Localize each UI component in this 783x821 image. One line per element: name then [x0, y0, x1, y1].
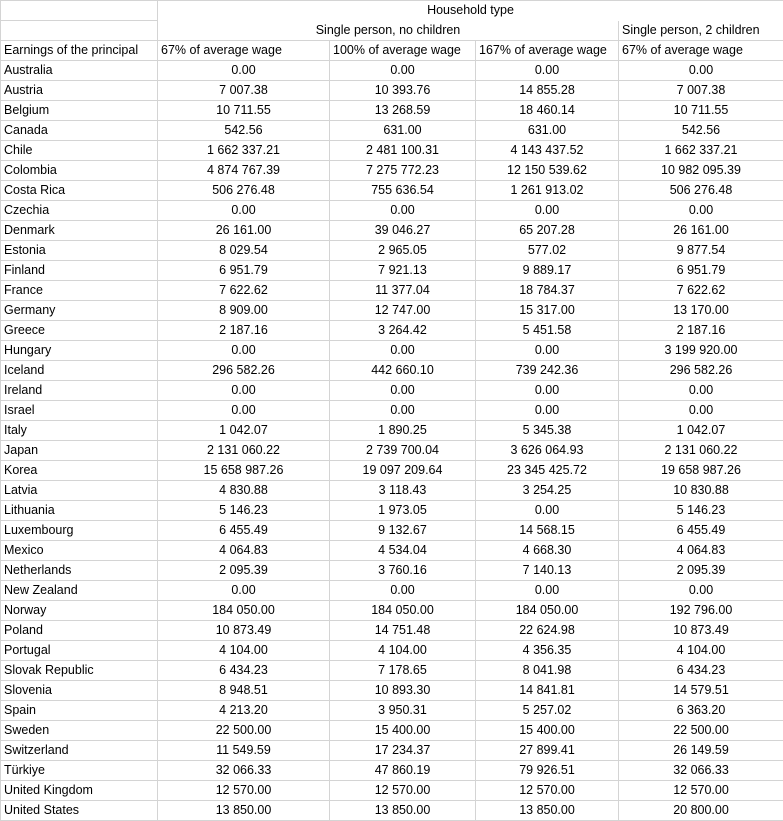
value-cell[interactable]: 3 950.31 — [330, 701, 476, 721]
table-row — [1, 601, 783, 621]
value-cell[interactable]: 0.00 — [476, 501, 619, 521]
value-cell[interactable]: 10 893.30 — [330, 681, 476, 701]
value-cell[interactable]: 0.00 — [476, 201, 619, 221]
value-cell[interactable]: 2 965.05 — [330, 241, 476, 261]
value-cell[interactable]: 6 951.79 — [619, 261, 783, 281]
country-cell[interactable]: Norway — [1, 601, 158, 621]
value-cell[interactable]: 5 451.58 — [476, 321, 619, 341]
value-cell[interactable]: 0.00 — [476, 341, 619, 361]
value-cell[interactable]: 631.00 — [330, 121, 476, 141]
country-cell[interactable]: Ireland — [1, 381, 158, 401]
column-header-167[interactable]: 167% of average wage — [476, 41, 619, 61]
value-cell[interactable]: 79 926.51 — [476, 761, 619, 781]
value-cell[interactable]: 4 104.00 — [330, 641, 476, 661]
value-cell[interactable]: 11 549.59 — [158, 741, 330, 761]
row-header-label[interactable]: Earnings of the principal — [1, 41, 158, 61]
value-cell[interactable]: 0.00 — [476, 401, 619, 421]
value-cell[interactable]: 11 377.04 — [330, 281, 476, 301]
value-cell[interactable]: 5 257.02 — [476, 701, 619, 721]
value-cell[interactable]: 15 400.00 — [330, 721, 476, 741]
value-cell[interactable]: 6 434.23 — [619, 661, 783, 681]
value-cell[interactable]: 39 046.27 — [330, 221, 476, 241]
value-cell[interactable]: 5 146.23 — [619, 501, 783, 521]
value-cell[interactable]: 4 356.35 — [476, 641, 619, 661]
value-cell[interactable]: 14 841.81 — [476, 681, 619, 701]
table-row — [1, 281, 783, 301]
country-cell[interactable]: Netherlands — [1, 561, 158, 581]
table-row — [1, 121, 783, 141]
value-cell[interactable]: 4 064.83 — [619, 541, 783, 561]
value-cell[interactable]: 18 784.37 — [476, 281, 619, 301]
value-cell[interactable]: 1 662 337.21 — [158, 141, 330, 161]
value-cell[interactable]: 3 118.43 — [330, 481, 476, 501]
country-cell[interactable]: Colombia — [1, 161, 158, 181]
value-cell[interactable]: 27 899.41 — [476, 741, 619, 761]
value-cell[interactable]: 6 363.20 — [619, 701, 783, 721]
value-cell[interactable]: 17 234.37 — [330, 741, 476, 761]
value-cell[interactable]: 1 261 913.02 — [476, 181, 619, 201]
value-cell[interactable]: 7 140.13 — [476, 561, 619, 581]
value-cell[interactable]: 2 187.16 — [619, 321, 783, 341]
value-cell[interactable]: 7 622.62 — [158, 281, 330, 301]
value-cell[interactable]: 10 393.76 — [330, 81, 476, 101]
table-row — [1, 181, 783, 201]
table-body — [1, 1, 783, 821]
value-cell[interactable]: 755 636.54 — [330, 181, 476, 201]
table-row — [1, 301, 783, 321]
table-row — [1, 421, 783, 441]
value-cell[interactable]: 0.00 — [619, 381, 783, 401]
value-cell[interactable]: 0.00 — [476, 381, 619, 401]
table-row — [1, 741, 783, 761]
value-cell[interactable]: 3 264.42 — [330, 321, 476, 341]
value-cell[interactable]: 14 751.48 — [330, 621, 476, 641]
table-row — [1, 641, 783, 661]
value-cell[interactable]: 7 921.13 — [330, 261, 476, 281]
country-cell[interactable]: United Kingdom — [1, 781, 158, 801]
value-cell[interactable]: 442 660.10 — [330, 361, 476, 381]
value-cell[interactable]: 22 624.98 — [476, 621, 619, 641]
value-cell[interactable]: 8 041.98 — [476, 661, 619, 681]
value-cell[interactable]: 13 850.00 — [476, 801, 619, 821]
country-cell[interactable]: Spain — [1, 701, 158, 721]
value-cell[interactable]: 22 500.00 — [619, 721, 783, 741]
table-row — [1, 101, 783, 121]
value-cell[interactable]: 7 622.62 — [619, 281, 783, 301]
country-cell[interactable]: Costa Rica — [1, 181, 158, 201]
table-row — [1, 261, 783, 281]
value-cell[interactable]: 0.00 — [330, 341, 476, 361]
table-row — [1, 401, 783, 421]
value-cell[interactable]: 4 213.20 — [158, 701, 330, 721]
value-cell[interactable]: 0.00 — [476, 61, 619, 81]
country-cell[interactable]: Canada — [1, 121, 158, 141]
table-row — [1, 141, 783, 161]
value-cell[interactable]: 12 747.00 — [330, 301, 476, 321]
table-row — [1, 321, 783, 341]
table-row — [1, 61, 783, 81]
value-cell[interactable]: 0.00 — [158, 581, 330, 601]
value-cell[interactable]: 12 570.00 — [476, 781, 619, 801]
value-cell[interactable]: 192 796.00 — [619, 601, 783, 621]
country-cell[interactable]: New Zealand — [1, 581, 158, 601]
column-header-67-two-children[interactable]: 67% of average wage — [619, 41, 783, 61]
country-cell[interactable]: Korea — [1, 461, 158, 481]
table-row — [1, 701, 783, 721]
value-cell[interactable]: 10 711.55 — [158, 101, 330, 121]
country-cell[interactable]: Germany — [1, 301, 158, 321]
value-cell[interactable]: 12 150 539.62 — [476, 161, 619, 181]
household-type-header[interactable]: Household type — [158, 1, 783, 21]
country-cell[interactable]: Chile — [1, 141, 158, 161]
value-cell[interactable]: 0.00 — [476, 581, 619, 601]
table-row — [1, 361, 783, 381]
value-cell[interactable]: 2 131 060.22 — [619, 441, 783, 461]
country-cell[interactable]: Latvia — [1, 481, 158, 501]
value-cell[interactable]: 13 850.00 — [330, 801, 476, 821]
value-cell[interactable]: 739 242.36 — [476, 361, 619, 381]
country-cell[interactable]: Japan — [1, 441, 158, 461]
value-cell[interactable]: 296 582.26 — [619, 361, 783, 381]
value-cell[interactable]: 4 143 437.52 — [476, 141, 619, 161]
country-cell[interactable]: Hungary — [1, 341, 158, 361]
value-cell[interactable]: 6 951.79 — [158, 261, 330, 281]
value-cell[interactable]: 4 534.04 — [330, 541, 476, 561]
value-cell[interactable]: 14 579.51 — [619, 681, 783, 701]
value-cell[interactable]: 4 830.88 — [158, 481, 330, 501]
country-cell[interactable]: Italy — [1, 421, 158, 441]
value-cell[interactable]: 542.56 — [158, 121, 330, 141]
country-cell[interactable]: Denmark — [1, 221, 158, 241]
value-cell[interactable]: 2 095.39 — [619, 561, 783, 581]
value-cell[interactable]: 0.00 — [619, 61, 783, 81]
value-cell[interactable]: 577.02 — [476, 241, 619, 261]
value-cell[interactable]: 9 132.67 — [330, 521, 476, 541]
value-cell[interactable]: 2 739 700.04 — [330, 441, 476, 461]
country-cell[interactable]: Israel — [1, 401, 158, 421]
country-cell[interactable]: Luxembourg — [1, 521, 158, 541]
value-cell[interactable]: 506 276.48 — [158, 181, 330, 201]
country-cell[interactable]: Switzerland — [1, 741, 158, 761]
value-cell[interactable]: 506 276.48 — [619, 181, 783, 201]
value-cell[interactable]: 65 207.28 — [476, 221, 619, 241]
value-cell[interactable]: 32 066.33 — [619, 761, 783, 781]
value-cell[interactable]: 184 050.00 — [330, 601, 476, 621]
country-cell[interactable]: Estonia — [1, 241, 158, 261]
table-row — [1, 581, 783, 601]
country-cell[interactable]: Slovak Republic — [1, 661, 158, 681]
value-cell[interactable]: 0.00 — [330, 401, 476, 421]
empty-cell[interactable] — [1, 1, 158, 21]
value-cell[interactable]: 6 455.49 — [158, 521, 330, 541]
value-cell[interactable]: 12 570.00 — [330, 781, 476, 801]
table-row — [1, 441, 783, 461]
table-row — [1, 241, 783, 261]
value-cell[interactable]: 10 830.88 — [619, 481, 783, 501]
country-cell[interactable]: Poland — [1, 621, 158, 641]
table-row — [1, 501, 783, 521]
table-row — [1, 761, 783, 781]
value-cell[interactable]: 4 104.00 — [619, 641, 783, 661]
group-header-single-no-children[interactable]: Single person, no children — [158, 21, 619, 41]
value-cell[interactable]: 0.00 — [619, 581, 783, 601]
value-cell[interactable]: 0.00 — [619, 401, 783, 421]
value-cell[interactable]: 3 254.25 — [476, 481, 619, 501]
value-cell[interactable]: 1 662 337.21 — [619, 141, 783, 161]
value-cell[interactable]: 9 877.54 — [619, 241, 783, 261]
value-cell[interactable]: 7 178.65 — [330, 661, 476, 681]
value-cell[interactable]: 296 582.26 — [158, 361, 330, 381]
value-cell[interactable]: 2 481 100.31 — [330, 141, 476, 161]
table-row — [1, 521, 783, 541]
value-cell[interactable]: 7 007.38 — [158, 81, 330, 101]
country-cell[interactable]: Austria — [1, 81, 158, 101]
value-cell[interactable]: 15 658 987.26 — [158, 461, 330, 481]
value-cell[interactable]: 3 760.16 — [330, 561, 476, 581]
value-cell[interactable]: 1 890.25 — [330, 421, 476, 441]
value-cell[interactable]: 8 948.51 — [158, 681, 330, 701]
value-cell[interactable]: 0.00 — [158, 61, 330, 81]
value-cell[interactable]: 18 460.14 — [476, 101, 619, 121]
value-cell[interactable]: 13 850.00 — [158, 801, 330, 821]
value-cell[interactable]: 19 097 209.64 — [330, 461, 476, 481]
value-cell[interactable]: 6 434.23 — [158, 661, 330, 681]
table-row — [1, 481, 783, 501]
header-row-columns — [1, 41, 783, 61]
country-cell[interactable]: Finland — [1, 261, 158, 281]
table-row — [1, 201, 783, 221]
country-cell[interactable]: France — [1, 281, 158, 301]
table-row — [1, 541, 783, 561]
value-cell[interactable]: 0.00 — [158, 401, 330, 421]
group-header-single-2-children[interactable]: Single person, 2 children — [619, 21, 783, 41]
table-row — [1, 81, 783, 101]
value-cell[interactable]: 26 161.00 — [158, 221, 330, 241]
value-cell[interactable]: 1 042.07 — [619, 421, 783, 441]
value-cell[interactable]: 14 855.28 — [476, 81, 619, 101]
table-row — [1, 561, 783, 581]
value-cell[interactable]: 0.00 — [158, 341, 330, 361]
value-cell[interactable]: 22 500.00 — [158, 721, 330, 741]
column-header-67[interactable]: 67% of average wage — [158, 41, 330, 61]
value-cell[interactable]: 184 050.00 — [158, 601, 330, 621]
country-cell[interactable]: Belgium — [1, 101, 158, 121]
table-row — [1, 661, 783, 681]
value-cell[interactable]: 4 104.00 — [158, 641, 330, 661]
value-cell[interactable]: 13 268.59 — [330, 101, 476, 121]
value-cell[interactable]: 184 050.00 — [476, 601, 619, 621]
value-cell[interactable]: 8 029.54 — [158, 241, 330, 261]
value-cell[interactable]: 0.00 — [330, 381, 476, 401]
value-cell[interactable]: 10 982 095.39 — [619, 161, 783, 181]
country-cell[interactable]: Türkiye — [1, 761, 158, 781]
country-cell[interactable]: Sweden — [1, 721, 158, 741]
country-cell[interactable]: Mexico — [1, 541, 158, 561]
value-cell[interactable]: 3 199 920.00 — [619, 341, 783, 361]
country-cell[interactable]: Greece — [1, 321, 158, 341]
value-cell[interactable]: 23 345 425.72 — [476, 461, 619, 481]
value-cell[interactable]: 542.56 — [619, 121, 783, 141]
value-cell[interactable]: 9 889.17 — [476, 261, 619, 281]
table-row — [1, 801, 783, 821]
header-row-groups — [1, 21, 783, 41]
country-cell[interactable]: Iceland — [1, 361, 158, 381]
country-cell[interactable]: Portugal — [1, 641, 158, 661]
value-cell[interactable]: 32 066.33 — [158, 761, 330, 781]
value-cell[interactable]: 15 317.00 — [476, 301, 619, 321]
header-row-household-type — [1, 1, 783, 21]
country-cell[interactable]: United States — [1, 801, 158, 821]
value-cell[interactable]: 15 400.00 — [476, 721, 619, 741]
value-cell[interactable]: 12 570.00 — [619, 781, 783, 801]
table-row — [1, 381, 783, 401]
country-cell[interactable]: Australia — [1, 61, 158, 81]
value-cell[interactable]: 10 873.49 — [619, 621, 783, 641]
value-cell[interactable]: 0.00 — [330, 61, 476, 81]
value-cell[interactable]: 12 570.00 — [158, 781, 330, 801]
value-cell[interactable]: 10 873.49 — [158, 621, 330, 641]
country-cell[interactable]: Lithuania — [1, 501, 158, 521]
value-cell[interactable]: 7 007.38 — [619, 81, 783, 101]
value-cell[interactable]: 0.00 — [330, 201, 476, 221]
table-row — [1, 161, 783, 181]
value-cell[interactable]: 10 711.55 — [619, 101, 783, 121]
value-cell[interactable]: 19 658 987.26 — [619, 461, 783, 481]
value-cell[interactable]: 7 275 772.23 — [330, 161, 476, 181]
country-cell[interactable]: Czechia — [1, 201, 158, 221]
value-cell[interactable]: 4 064.83 — [158, 541, 330, 561]
value-cell[interactable]: 0.00 — [330, 581, 476, 601]
empty-cell[interactable] — [1, 21, 158, 41]
value-cell[interactable]: 5 345.38 — [476, 421, 619, 441]
value-cell[interactable]: 2 131 060.22 — [158, 441, 330, 461]
table-row — [1, 681, 783, 701]
column-header-100[interactable]: 100% of average wage — [330, 41, 476, 61]
value-cell[interactable]: 5 146.23 — [158, 501, 330, 521]
value-cell[interactable]: 1 973.05 — [330, 501, 476, 521]
value-cell[interactable]: 0.00 — [158, 201, 330, 221]
table-row — [1, 621, 783, 641]
table-row — [1, 341, 783, 361]
value-cell[interactable]: 1 042.07 — [158, 421, 330, 441]
country-cell[interactable]: Slovenia — [1, 681, 158, 701]
value-cell[interactable]: 631.00 — [476, 121, 619, 141]
value-cell[interactable]: 4 874 767.39 — [158, 161, 330, 181]
value-cell[interactable]: 0.00 — [619, 201, 783, 221]
value-cell[interactable]: 20 800.00 — [619, 801, 783, 821]
table-row — [1, 721, 783, 741]
value-cell[interactable]: 26 161.00 — [619, 221, 783, 241]
value-cell[interactable]: 2 187.16 — [158, 321, 330, 341]
table-row — [1, 221, 783, 241]
value-cell[interactable]: 14 568.15 — [476, 521, 619, 541]
table-row — [1, 781, 783, 801]
value-cell[interactable]: 0.00 — [158, 381, 330, 401]
value-cell[interactable]: 47 860.19 — [330, 761, 476, 781]
value-cell[interactable]: 2 095.39 — [158, 561, 330, 581]
value-cell[interactable]: 8 909.00 — [158, 301, 330, 321]
value-cell[interactable]: 6 455.49 — [619, 521, 783, 541]
value-cell[interactable]: 26 149.59 — [619, 741, 783, 761]
table-row — [1, 461, 783, 481]
value-cell[interactable]: 4 668.30 — [476, 541, 619, 561]
value-cell[interactable]: 3 626 064.93 — [476, 441, 619, 461]
value-cell[interactable]: 13 170.00 — [619, 301, 783, 321]
